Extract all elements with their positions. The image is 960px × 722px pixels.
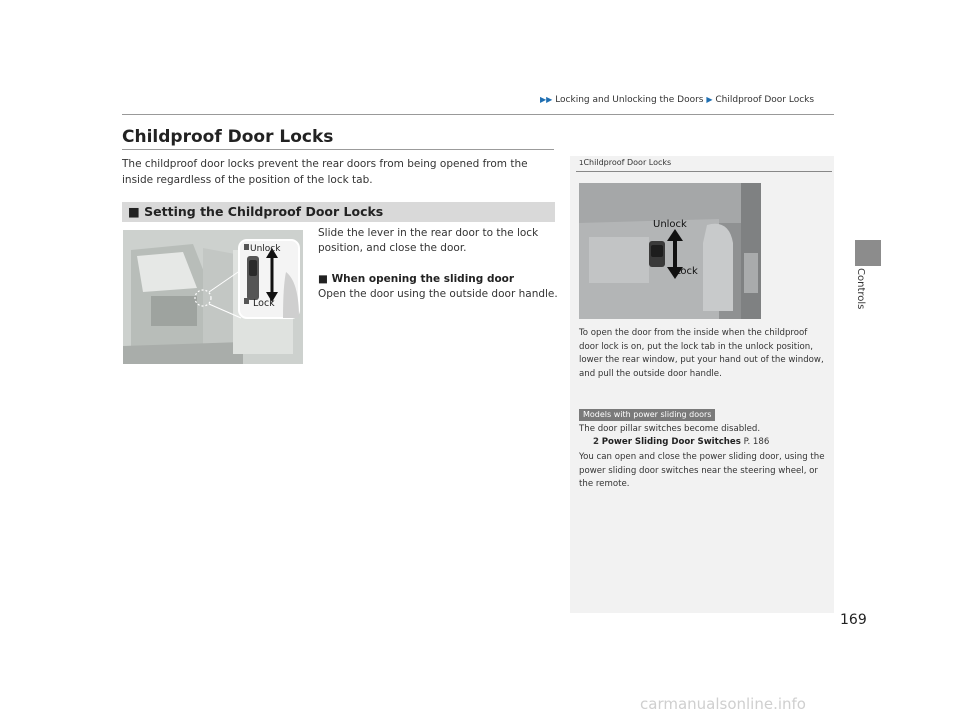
breadcrumb — [540, 95, 814, 105]
figure-label-unlock: Unlock — [250, 244, 281, 254]
section-heading-bar — [122, 202, 555, 222]
section-heading: ■ Setting the Childproof Door Locks — [128, 204, 384, 219]
lock-tab-photo — [579, 183, 761, 319]
figure-label-lock: Lock — [253, 298, 275, 309]
note-marker-icon: 1 — [579, 159, 584, 167]
note-paragraph-1: To open the door from the inside when the childproof door lock is on, put the lock tab in the unlock position, lower the rear window, put your hand out of the window, and pull the outside door handle. — [579, 328, 824, 379]
xref-title[interactable]: Power Sliding Door Switches — [601, 437, 741, 447]
note-figure-label-unlock: Unlock — [653, 219, 687, 230]
note-paragraph-3: You can open and close the power sliding door, using the power sliding door switches near the steering wheel, or the remote. — [579, 452, 825, 490]
cross-reference[interactable] — [593, 437, 769, 447]
page-number: 169 — [840, 612, 867, 628]
intro-paragraph: The childproof door locks prevent the rear doors from being opened from the inside regardless of the position of the lock tab. — [122, 158, 528, 186]
sub-body: Open the door using the outside door handle. — [318, 288, 558, 300]
step-instruction: Slide the lever in the rear door to the lock position, and close the door. — [318, 227, 539, 254]
note-heading: 1Childproof Door Locks — [579, 158, 672, 167]
section-tab-label: Controls — [855, 268, 866, 310]
watermark: carmanualsonline.info — [640, 695, 806, 713]
xref-page[interactable]: P. 186 — [743, 437, 770, 447]
sub-heading: ■ When opening the sliding door — [318, 273, 515, 285]
breadcrumb-item-locking[interactable]: Locking and Unlocking the Doors — [555, 95, 704, 105]
title-rule — [122, 149, 554, 150]
breadcrumb-arrow-icon: ▶▶ — [540, 95, 553, 104]
note-rule — [576, 171, 832, 172]
page-title: Childproof Door Locks — [122, 127, 334, 147]
header-rule — [122, 114, 834, 115]
note-paragraph-2: The door pillar switches become disabled. — [579, 424, 761, 434]
model-badge: Models with power sliding doors — [579, 409, 715, 421]
breadcrumb-item-childproof[interactable]: Childproof Door Locks — [715, 95, 815, 105]
section-tab-marker — [855, 240, 881, 266]
note-figure-label-lock: Lock — [675, 266, 698, 277]
breadcrumb-arrow-icon: ▶ — [706, 95, 713, 104]
xref-marker-icon: 2 — [593, 437, 599, 447]
door-lock-illustration — [123, 230, 303, 364]
